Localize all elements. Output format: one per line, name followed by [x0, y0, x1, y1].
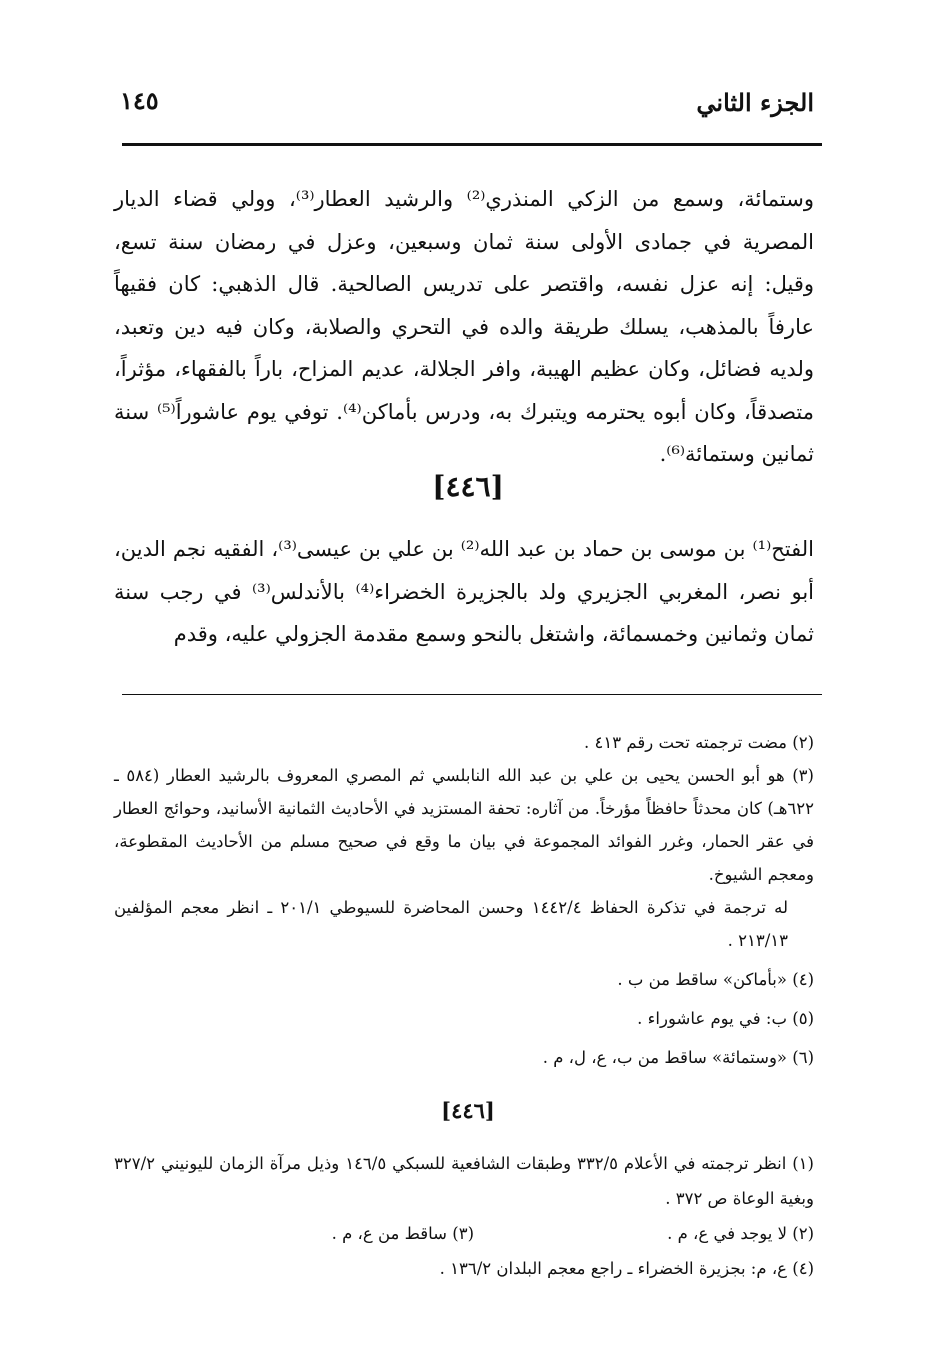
header-rule [122, 143, 822, 146]
running-title: الجزء الثاني [696, 88, 814, 117]
footnote-4: (٤) «بأماكن» ساقط من ب . [617, 970, 814, 989]
footnote-rule [122, 694, 822, 695]
footnote-446-4: (٤) ع، م: بجزيرة الخضراء ـ راجع معجم البلدان ١٣٦/٢ . [439, 1259, 814, 1278]
paragraph-2: الفتح⁽¹⁾ بن موسى بن حماد بن عبد الله⁽²⁾ بن علي بن عيسى⁽³⁾، الفقيه نجم الدين، أبو نصر، المغربي الجزيري ولد بالجزيرة الخضراء⁽⁴⁾ بالأندلس⁽³⁾ في رجب سنة ثمان وثمانين وخمسمائة، واشتغل بالنحو وسمع مقدمة الجزولي عليه، وقدم [114, 537, 814, 646]
footnotes-section-446 [114, 1146, 814, 1286]
footnote-3: (٣) هو أبو الحسن يحيى بن علي بن عبد الله النابلسي ثم المصري المعروف بالرشيد العطار (٥٨٤ ـ ٦٢٢هـ) كان محدثاً حافظاً مؤرخاً. من آثاره: تحفة المستزيد في الأحاديث الثمانية الأسانيد، وحوائج العطار في عقر الحمار، وغرر الفوائد المجموعة في بيان ما وقع في صحيح مسلم من الأحاديث المقطوعة، ومعجم الشيوخ. [114, 766, 814, 884]
footnote-446-2: (٢) لا يوجد في ع، م . [667, 1224, 814, 1243]
footnote-446-3: (٣) ساقط من ع، م . [331, 1224, 474, 1243]
footnote-entry-number: [٤٤٦] [441, 1098, 495, 1123]
footnote-5: (٥) ب: في يوم عاشوراء . [637, 1009, 814, 1028]
footnote-3-continuation: له ترجمة في تذكرة الحفاظ ١٤٤٢/٤ وحسن المحاضرة للسيوطي ٢٠١/١ ـ انظر معجم المؤلفين ٢١٣/١٣ . [114, 898, 788, 950]
page-number: ١٤٥ [120, 86, 159, 115]
main-text-block-2 [114, 528, 814, 656]
footnotes-section [114, 726, 814, 1074]
footnote-6: (٦) «وستمائة» ساقط من ب، ع، ل، م . [542, 1048, 814, 1067]
footnote-2: (٢) مضت ترجمته تحت رقم ٤١٣ . [584, 733, 814, 752]
entry-number: [٤٤٦] [432, 470, 504, 503]
main-text-block-1 [114, 178, 814, 476]
footnote-row [114, 1216, 814, 1251]
footnote-446-1: (١) انظر ترجمته في الأعلام ٣٣٢/٥ وطبقات الشافعية للسبكي ١٤٦/٥ وذيل مرآة الزمان لليونيني ٣٢٧/٢ وبغية الوعاة ص ٣٧٢ . [114, 1154, 814, 1208]
paragraph-1: وستمائة، وسمع من الزكي المنذري⁽²⁾ والرشيد العطار⁽³⁾، وولي قضاء الديار المصرية في جمادى الأولى سنة ثمان وسبعين، وعزل في رمضان سنة تسع، وقيل: إنه عزل نفسه، واقتصر على تدريس الصالحية. قال الذهبي: كان فقيهاً عارفاً بالمذهب، يسلك طريقة والده في التحري والصلابة، وكان فيه دين وتعبد، ولديه فضائل، وكان عظيم الهيبة، وافر الجلالة، عديم المزاح، باراً بالفقهاء، مؤثراً، متصدقاً، وكان أبوه يحترمه ويتبرك به، ودرس بأماكن⁽⁴⁾. توفي يوم عاشوراً⁽⁵⁾ سنة ثمانين وستمائة⁽⁶⁾. [114, 187, 815, 466]
